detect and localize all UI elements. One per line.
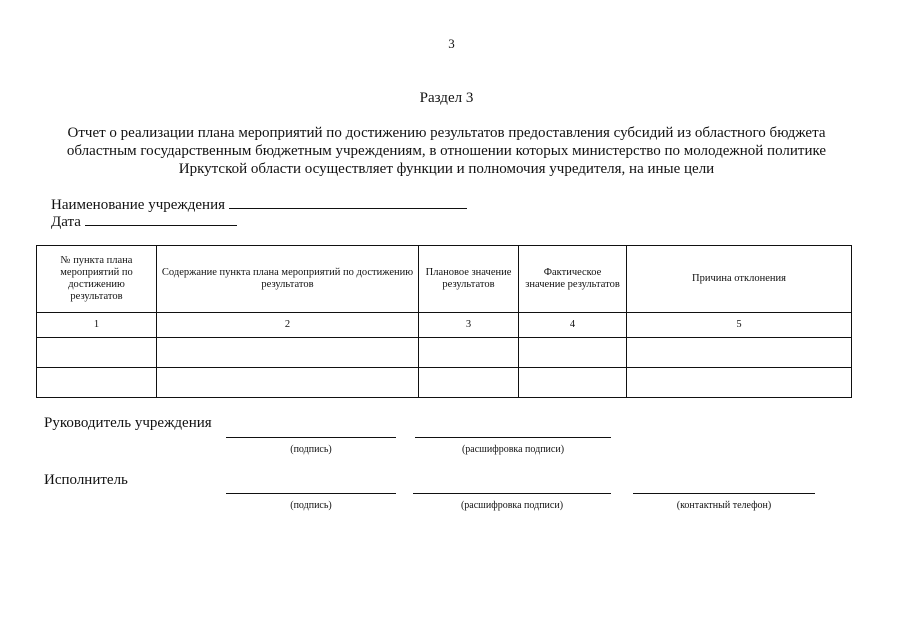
date-label: Дата bbox=[51, 214, 81, 230]
organization-blank-line[interactable] bbox=[229, 194, 467, 209]
header-cell-content: Содержание пункта плана мероприятий по достижению результатов bbox=[157, 246, 419, 313]
table-row bbox=[37, 368, 852, 398]
column-number: 4 bbox=[519, 313, 627, 338]
executor-decoding-caption: (расшифровка подписи) bbox=[460, 500, 564, 511]
date-blank-line[interactable] bbox=[85, 211, 237, 226]
head-decoding-line[interactable] bbox=[415, 437, 611, 438]
column-number: 2 bbox=[157, 313, 419, 338]
table-row bbox=[37, 338, 852, 368]
head-signature-line[interactable] bbox=[226, 437, 396, 438]
header-cell-item-number: № пункта плана мероприятий по достижению результатов bbox=[37, 246, 157, 313]
report-title-line-3: Иркутской области осуществляет функции и полномочия учредителя, на иные цели bbox=[178, 161, 715, 177]
head-signature-caption: (подпись) bbox=[290, 444, 332, 455]
table-cell[interactable] bbox=[157, 368, 419, 398]
table-cell[interactable] bbox=[37, 338, 157, 368]
column-number: 3 bbox=[419, 313, 519, 338]
table-cell[interactable] bbox=[519, 368, 627, 398]
report-title-line-1: Отчет о реализации плана мероприятий по достижению результатов предоставления субсидий из областного бюджета bbox=[67, 125, 826, 141]
column-number: 5 bbox=[627, 313, 852, 338]
table-cell[interactable] bbox=[157, 338, 419, 368]
header-cell-actual: Фактическое значение результатов bbox=[519, 246, 627, 313]
table-cell[interactable] bbox=[519, 338, 627, 368]
table-cell[interactable] bbox=[627, 338, 852, 368]
report-title-line-2: областным государственным бюджетным учреждениям, в отношении которых министерство по молодежной политике bbox=[66, 143, 827, 159]
organization-label: Наименование учреждения bbox=[51, 197, 226, 213]
table-cell[interactable] bbox=[37, 368, 157, 398]
header-cell-planned: Плановое значение результатов bbox=[419, 246, 519, 313]
executor-phone-caption: (контактный телефон) bbox=[676, 500, 772, 511]
header-cell-deviation-reason: Причина отклонения bbox=[627, 246, 852, 313]
column-number: 1 bbox=[37, 313, 157, 338]
table-cell[interactable] bbox=[419, 368, 519, 398]
table-column-numbers-row bbox=[37, 313, 852, 338]
executor-signature-line[interactable] bbox=[226, 493, 396, 494]
head-decoding-caption: (расшифровка подписи) bbox=[461, 444, 565, 455]
head-of-institution-label: Руководитель учреждения bbox=[44, 415, 212, 431]
table-header-row bbox=[37, 246, 852, 313]
executor-signature-caption: (подпись) bbox=[290, 500, 332, 511]
table-cell[interactable] bbox=[627, 368, 852, 398]
section-title: Раздел 3 bbox=[419, 90, 474, 106]
report-title bbox=[30, 124, 863, 178]
page-number: 3 bbox=[448, 36, 455, 51]
date-field bbox=[51, 211, 237, 231]
executor-decoding-line[interactable] bbox=[413, 493, 611, 494]
executor-label: Исполнитель bbox=[44, 472, 128, 488]
report-table bbox=[36, 245, 852, 398]
table-cell[interactable] bbox=[419, 338, 519, 368]
executor-phone-line[interactable] bbox=[633, 493, 815, 494]
